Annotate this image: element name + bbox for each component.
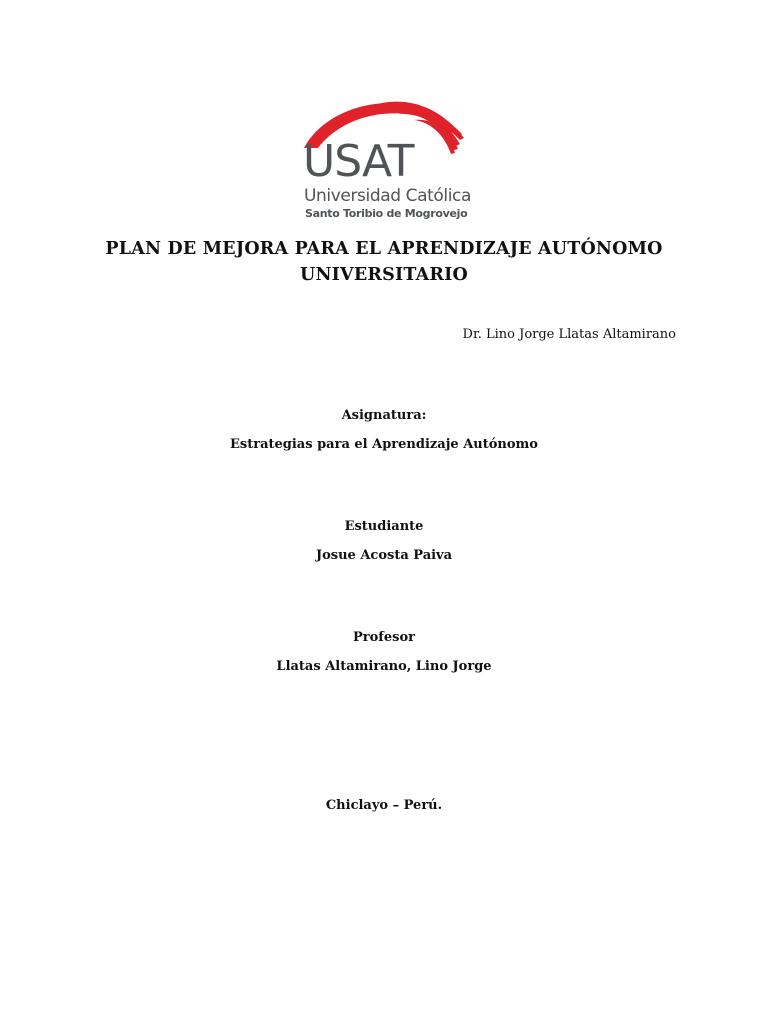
subject-value: Estrategias para el Aprendizaje Autónomo [230,437,538,452]
professor-value: Llatas Altamirano, Lino Jorge [276,659,492,674]
location: Chiclayo – Perú. [325,798,443,813]
subject-label: Asignatura: [341,408,427,423]
logo-university-name: Universidad Católica [304,186,471,206]
logo-wordmark: USAT [303,136,414,187]
title-line-1: PLAN DE MEJORA PARA EL APRENDIZAJE AUTÓNOMO [105,239,663,259]
student-label: Estudiante [344,519,424,534]
author-name: Dr. Lino Jorge Llatas Altamirano [462,327,676,342]
document-title [60,236,708,288]
student-value: Josue Acosta Paiva [315,548,453,563]
title-line-2: UNIVERSITARIO [300,265,468,285]
logo-university-subname: Santo Toribio de Mogrovejo [305,207,468,220]
professor-label: Profesor [353,630,415,645]
usat-logo [300,88,470,222]
